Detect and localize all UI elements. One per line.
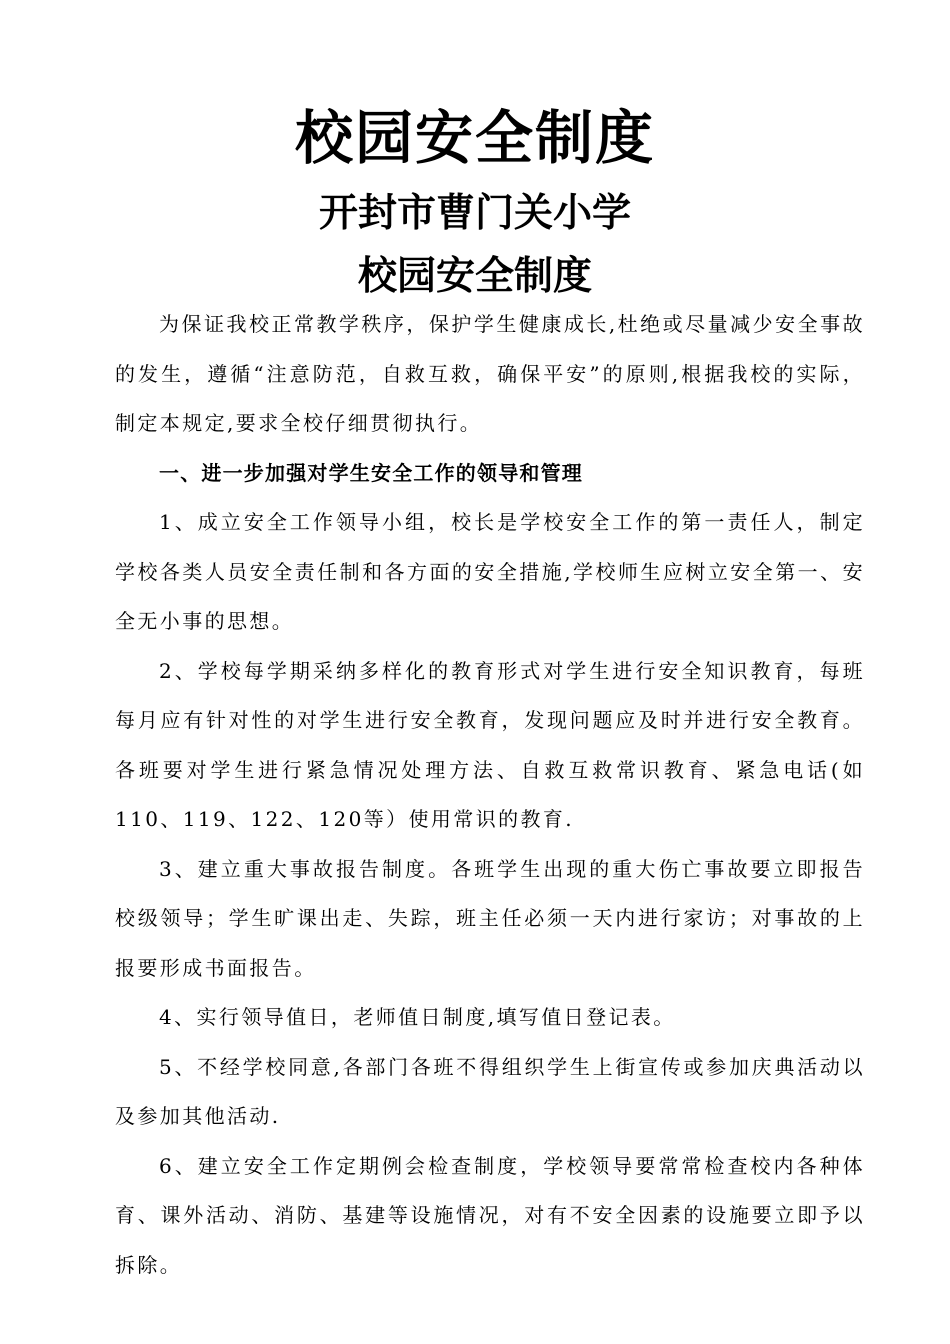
document-title: 校园安全制度 bbox=[294, 104, 655, 172]
document-body bbox=[115, 300, 865, 1290]
school-name: 开封市曹门关小学 bbox=[318, 191, 631, 236]
rule-paragraph-3: 3、建立重大事故报告制度。各班学生出现的重大伤亡事故要立即报告校级领导；学生旷课出走、失踪，班主任必须一天内进行家访；对事故的上报要形成书面报告。 bbox=[115, 856, 865, 980]
rule-paragraph-2: 2、学校每学期采纳多样化的教育形式对学生进行安全知识教育，每班每月应有针对性的对学生进行安全教育，发现问题应及时并进行安全教育。各班要对学生进行紧急情况处理方法、自救互救常识教育、紧急电话(如110、119、122、120等）使用常识的教育. bbox=[115, 658, 865, 831]
section-heading: 一、进一步加强对学生安全工作的领导和管理 bbox=[159, 460, 583, 485]
document-subtitle: 校园安全制度 bbox=[357, 254, 592, 299]
rule-paragraph-1: 1、成立安全工作领导小组，校长是学校安全工作的第一责任人，制定学校各类人员安全责任制和各方面的安全措施,学校师生应树立安全第一、安全无小事的思想。 bbox=[115, 510, 865, 633]
rule-paragraph-6: 6、建立安全工作定期例会检查制度，学校领导要常常检查校内各种体育、课外活动、消防、基建等设施情况，对有不安全因素的设施要立即予以拆除。 bbox=[115, 1153, 865, 1277]
rule-paragraph-5: 5、不经学校同意,各部门各班不得组织学生上街宣传或参加庆典活动以及参加其他活动. bbox=[115, 1054, 865, 1128]
rule-paragraph-4: 4、实行领导值日，老师值日制度,填写值日登记表。 bbox=[159, 1005, 676, 1029]
intro-paragraph: 为保证我校正常教学秩序，保护学生健康成长,杜绝或尽量减少安全事故的发生，遵循“注意防范，自救互救，确保平安”的原则,根据我校的实际，制定本规定,要求全校仔细贯彻执行。 bbox=[115, 312, 865, 435]
